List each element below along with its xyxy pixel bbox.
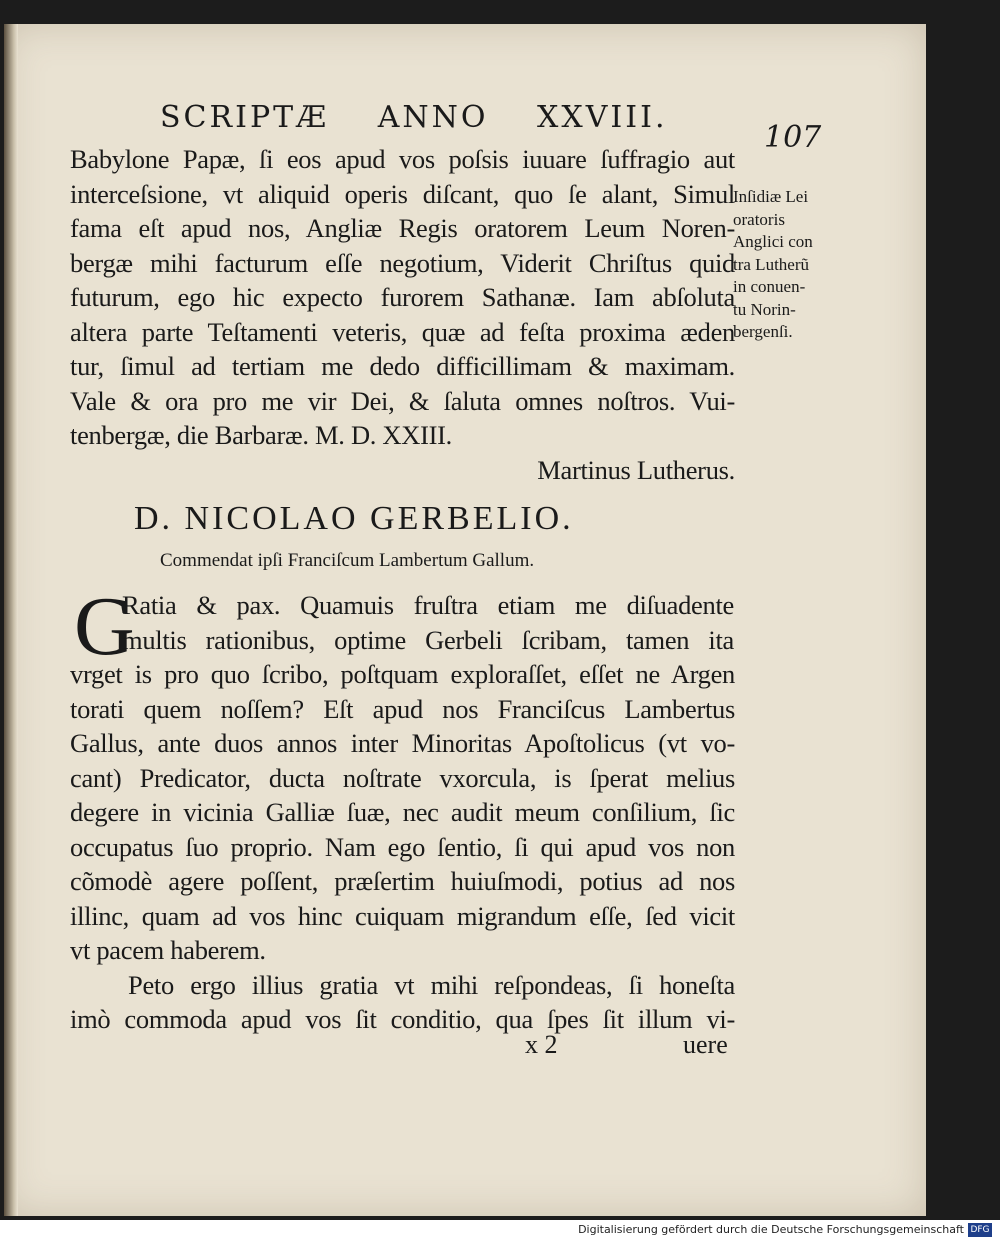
text-line: occupatus ſuo proprio. Nam ego ſentio, ſi qui apud vos non: [70, 831, 735, 862]
signature: Martinus Lutherus.: [537, 454, 735, 485]
text-line: Peto ergo illius gratia vt mihi reſpondeas, ſi honeſta: [128, 969, 735, 1000]
text-line: vt pacem haberem.: [70, 935, 266, 965]
text-line: altera parte Teſtamenti veteris, quæ ad feſta proxima æden: [70, 316, 735, 347]
margin-note-line: Anglici con: [733, 232, 813, 251]
letter-body-indented: [122, 588, 734, 657]
text-line: futurum, ego hic expecto furorem Sathanæ. Iam abſoluta: [70, 282, 735, 312]
signature-mark: x 2: [525, 1030, 558, 1059]
text-line: Vale & ora pro me vir Dei, & ſaluta omnes noſtros. Vui-: [70, 385, 735, 416]
text-line: bergæ mihi facturum eſſe negotium, Viderit Chriſtus quid: [70, 247, 735, 278]
text-line: imò commoda apud vos ſit conditio, qua ſpes ſit illum vi-: [70, 1004, 735, 1034]
text-line: Gallus, ante duos annos inter Minoritas Apoſtolicus (vt vo-: [70, 728, 735, 758]
drop-cap: G: [74, 580, 135, 673]
catchword: uere: [683, 1030, 728, 1059]
letter-ending-block: [70, 142, 735, 487]
margin-note-line: bergenſi.: [733, 322, 793, 341]
text-line: interceſsione, vt aliquid operis diſcant, quo ſe alant, Simul: [70, 178, 735, 209]
running-header: [160, 100, 704, 135]
letter-title: D. NICOLAO GERBELIO.: [134, 500, 574, 537]
text-line: Ratia & pax. Quamuis fruſtra etiam me diſuadente: [122, 590, 734, 620]
dfg-logo: DFG: [968, 1223, 992, 1237]
text-line: cant) Predicator, ducta noſtrate vxorcula, is ſperat melius: [70, 762, 735, 793]
funding-credit: Digitalisierung gefördert durch die Deutsche Forschungsgemeinschaft: [578, 1223, 964, 1236]
margin-note-line: Inſidiæ Lei: [733, 187, 809, 206]
margin-note-line: tu Norin-: [733, 299, 796, 319]
margin-note-line: oratoris: [733, 209, 785, 229]
text-line: Babylone Papæ, ſi eos apud vos poſsis iuuare ſuffragio aut: [70, 144, 735, 174]
margin-note-line: tra Lutherũ: [733, 254, 809, 274]
text-line: tur, ſimul ad tertiam me dedo difficillimam & maximam.: [70, 351, 735, 381]
header-word: SCRIPTÆ: [160, 100, 330, 135]
text-line: cõmodè agere poſſent, præſertim huiuſmodi, potius ad nos: [70, 866, 735, 896]
text-line: vrget is pro quo ſcribo, poſtquam exploraſſet, eſſet ne Argen: [70, 659, 735, 689]
page-gutter: [4, 24, 18, 1216]
text-line: multis rationibus, optime Gerbeli ſcribam, tamen ita: [122, 624, 734, 655]
margin-note: [733, 186, 853, 344]
header-word: ANNO: [377, 100, 489, 135]
text-line: torati quem noſſem? Eſt apud nos Franciſcus Lambertus: [70, 693, 735, 724]
letter-subtitle: Commendat ipſi Franciſcum Lambertum Gallum.: [160, 550, 535, 571]
text-line: degere in vicinia Galliæ ſuæ, nec audit meum conſilium, ſic: [70, 797, 735, 827]
letter-body: [70, 657, 735, 1037]
text-line: illinc, quam ad vos hinc cuiquam migrandum eſſe, ſed vicit: [70, 900, 735, 931]
page-number: 107: [764, 120, 822, 155]
text-line: tenbergæ, die Barbaræ. M. D. XXIII.: [70, 420, 453, 450]
margin-note-line: in conuen-: [733, 277, 806, 296]
header-word: XXVIII.: [537, 100, 668, 135]
footer-bar: [0, 1220, 1000, 1241]
text-line: fama eſt apud nos, Angliæ Regis oratorem Leum Noren-: [70, 213, 735, 243]
